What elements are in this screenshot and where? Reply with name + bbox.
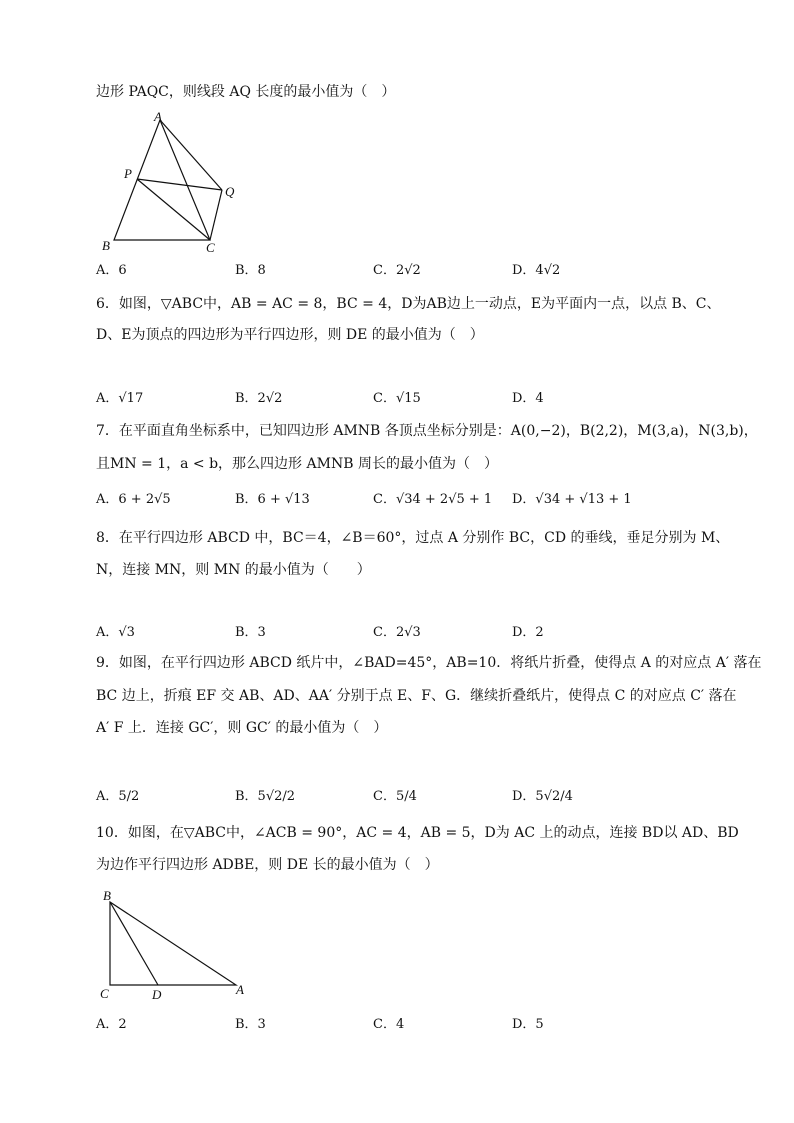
- q8-line-1: 8．在平行四边形 ABCD 中，BC＝4，∠B＝60°，过点 A 分别作 BC，CD 的垂线，垂足分别为 M、: [96, 530, 730, 546]
- q6-option-d[interactable]: D．4: [512, 391, 544, 406]
- q6-option-a[interactable]: A．√17: [96, 391, 144, 406]
- q9-option-c[interactable]: C．5/4: [373, 789, 417, 804]
- segment-pc: [137, 179, 210, 240]
- q10-option-b[interactable]: B．3: [235, 1017, 266, 1032]
- q10-line-2: 为边作平行四边形 ADBE，则 DE 长的最小值为（ ）: [96, 857, 439, 873]
- q7-option-d[interactable]: D．√34 + √13 + 1: [512, 492, 632, 507]
- q7-option-c[interactable]: C．√34 + 2√5 + 1: [373, 492, 493, 507]
- q5-label-a: A: [154, 110, 162, 124]
- q8-option-a[interactable]: A．√3: [96, 625, 135, 640]
- q7-line-1: 7．在平面直角坐标系中，已知四边形 AMNB 各顶点坐标分别是：A(0,−2)，B(2,2)，M(3,a)，N(3,b)，: [96, 423, 758, 439]
- triangle-bca: [110, 902, 236, 985]
- q8-option-d[interactable]: D．2: [512, 625, 544, 640]
- q8-line-2: N，连接 MN，则 MN 的最小值为（ ）: [96, 562, 371, 578]
- q7-option-a[interactable]: A．6 + 2√5: [96, 492, 171, 507]
- segment-pq: [137, 179, 222, 190]
- q7-option-b[interactable]: B．6 + √13: [235, 492, 310, 507]
- q10-label-d: D: [152, 987, 162, 1002]
- q5-label-q: Q: [225, 184, 235, 199]
- q6-line-2: D、E为顶点的四边形为平行四边形，则 DE 的最小值为（ ）: [96, 327, 484, 343]
- q8-option-b[interactable]: B．3: [235, 625, 266, 640]
- q5-option-d[interactable]: D．4√2: [512, 263, 561, 278]
- q10-option-d[interactable]: D．5: [512, 1017, 544, 1032]
- q5-label-p: P: [124, 166, 132, 181]
- q6-option-b[interactable]: B．2√2: [235, 391, 283, 406]
- q5-label-c: C: [206, 240, 215, 255]
- q9-option-a[interactable]: A．5/2: [96, 789, 140, 804]
- q5-option-a[interactable]: A．6: [96, 263, 127, 278]
- q10-label-a: A: [236, 982, 244, 997]
- q9-option-b[interactable]: B．5√2/2: [235, 789, 296, 804]
- q10-line-1: 10．如图，在▽ABC中，∠ACB = 90°，AC = 4，AB = 5，D为 AC 上的动点，连接 BD以 AD、BD: [96, 825, 739, 841]
- q5-stem-tail: 边形 PAQC，则线段 AQ 长度的最小值为（ ）: [96, 84, 396, 100]
- q10-label-b: B: [103, 888, 111, 903]
- q5-figure: [90, 110, 250, 255]
- segment-bd: [110, 902, 158, 985]
- q5-option-c[interactable]: C．2√2: [373, 263, 421, 278]
- q5-option-b[interactable]: B．8: [235, 263, 266, 278]
- segment-qc: [210, 190, 222, 240]
- q10-option-c[interactable]: C．4: [373, 1017, 405, 1032]
- q7-line-2: 且MN = 1，a < b，那么四边形 AMNB 周长的最小值为（ ）: [96, 456, 498, 472]
- q6-line-1: 6．如图，▽ABC中，AB = AC = 8，BC = 4，D为AB边上一动点，E为平面内一点，以点 B、C、: [96, 296, 721, 312]
- q9-line-2: BC 边上，折痕 EF 交 AB、AD、AA′ 分别于点 E、F、G．继续折叠纸片，使得点 C 的对应点 C′ 落在: [96, 688, 737, 704]
- q8-option-c[interactable]: C．2√3: [373, 625, 421, 640]
- segment-aq: [160, 120, 222, 190]
- q6-option-c[interactable]: C．√15: [373, 391, 421, 406]
- q10-label-c: C: [100, 986, 109, 1001]
- q10-figure: [96, 886, 266, 1006]
- q9-option-d[interactable]: D．5√2/4: [512, 789, 573, 804]
- q10-option-a[interactable]: A．2: [96, 1017, 127, 1032]
- q9-line-1: 9．如图，在平行四边形 ABCD 纸片中，∠BAD=45°，AB=10．将纸片折叠，使得点 A 的对应点 A′ 落在: [96, 655, 762, 671]
- q9-line-3: A′ F 上．连接 GC′，则 GC′ 的最小值为（ ）: [96, 720, 388, 736]
- q5-label-b: B: [102, 238, 110, 253]
